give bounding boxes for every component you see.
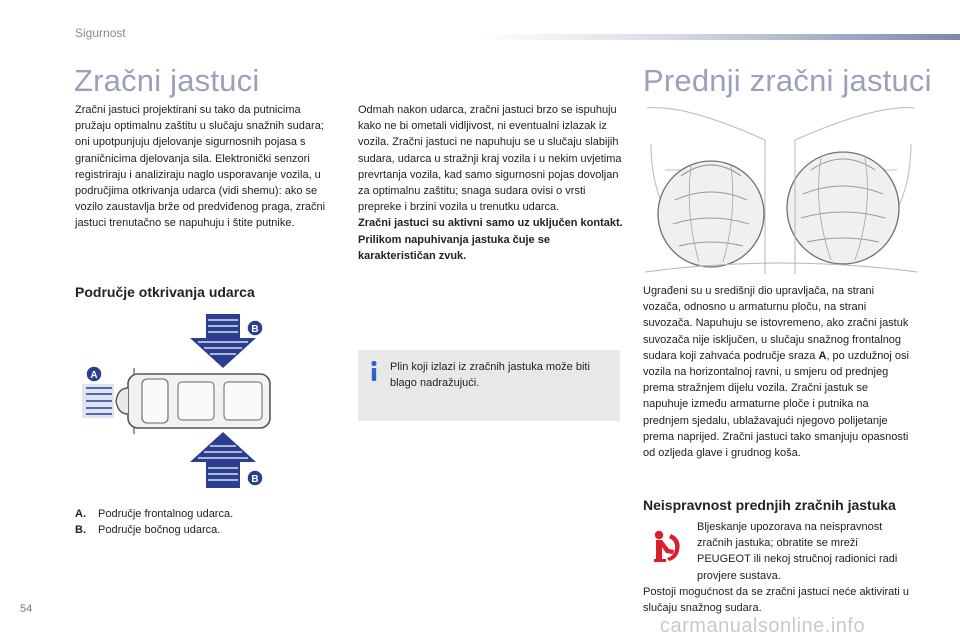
legend-key: B. — [75, 524, 86, 537]
legend-text: Područje frontalnog udarca. — [98, 508, 234, 520]
legend-item — [75, 506, 233, 522]
driver-airbag — [658, 161, 764, 267]
fault-heading: Neispravnost prednjih zračnih jastuka — [643, 497, 896, 513]
section-label: Sigurnost — [75, 26, 126, 40]
diagram-legend — [75, 506, 233, 538]
label-b-top: B — [251, 324, 259, 335]
middle-column-text — [358, 102, 623, 264]
zone-heading: Područje otkrivanja udarca — [75, 284, 255, 300]
fault-warning-text: Bljeskanje upozorava na neispravnost zračnih jastuka; obratite se mreži PEUGEOT ili nekoj stručnoj radionici radi provjere sustava. — [697, 521, 898, 582]
legend-item — [75, 522, 233, 538]
label-b-bottom: B — [251, 474, 259, 485]
zone-a-arrow — [82, 384, 114, 418]
header-rule — [480, 34, 960, 40]
label-a: A — [90, 370, 98, 381]
front-airbags-text-after: , po uzdužnoj osi vozila na horizontalnoj ravni, u smjeru od prednjeg prema stražnjem dijelu vozila. Zračni jastuk se napuhuje između armaturne ploče i putnika na prednjem sjedalu, ublažavajući njegovo polijetanje prema naprijed. Zračni jastuci tako smanjuju opasnosti od ozljeda glave i grudnog koša. — [643, 349, 909, 460]
label-b-bottom-badge — [247, 470, 263, 486]
info-icon — [367, 360, 381, 382]
front-airbags-paragraph — [643, 283, 911, 461]
car-top-view — [116, 368, 270, 434]
front-airbags-illustration — [645, 104, 917, 278]
label-b-top-badge — [247, 320, 263, 336]
zone-b-bottom-arrow — [190, 432, 259, 488]
front-airbags-zone-key: A — [818, 349, 827, 362]
section-title-front-airbags: Prednji zračni jastuci — [643, 63, 932, 98]
intro-paragraph: Zračni jastuci projektirani su tako da putnicima pružaju optimalnu zaštitu u slučaju snažnih sudara; oni upotpunjuju djelovanje sigurnosnih pojasa s graničnicima djelovanja sila. Elektronički senzori registriraju i analiziraju naglo usporavanje vozila, u područjima otkrivanja udarca (vidi shemu): ako se vozilo zaustavlja brže od predviđenog praga, zračni jastuci trenutačno se napuhuju i štite putnike. — [75, 104, 326, 230]
legend-key: A. — [75, 508, 86, 520]
zone-b-top-arrow — [190, 314, 259, 368]
airbag-warning-icon — [650, 529, 684, 563]
legend-text: Područje bočnog udarca. — [98, 524, 221, 537]
passenger-airbag — [787, 152, 899, 264]
fault-note-text: Postoji mogućnost da se zračni jastuci neće aktivirati u slučaju snažnog sudara. — [643, 586, 909, 615]
front-airbags-text-before: Ugrađeni su u središnji dio upravljača, na strani vozača, odnosno u armaturnu ploču, na strani suvozača. Napuhuju se istovremeno, ako zračni jastuk suvozača nije isključen, u slučaju snažnog frontalnog sudara koji zahvaća područje sraza — [643, 285, 909, 362]
page-title: Zračni jastuci — [74, 63, 260, 98]
impact-zone-diagram — [78, 310, 278, 492]
watermark: carmanualsonline.info — [660, 615, 866, 637]
label-a-badge — [86, 366, 102, 382]
info-text: Plin koji izlazi iz zračnih jastuka može biti blago nadražujući. — [390, 361, 590, 390]
page-number: 54 — [20, 603, 33, 615]
middle-paragraph: Odmah nakon udarca, zračni jastuci brzo se ispuhuju kako ne bi ometali vidljivost, ni eventualni izlazak iz vozila. Zračni jastuci ne napuhuju se u slučaju slabijih sudara, udarca u stražnji kraj vozila i u nekim uvjetima prevrtanja vozila, kad samo sigurnosni pojas dovoljan za optimalnu zaštitu; snaga sudara ovisi o vrsti prepreke i brzini vozila u trenutku udarca. — [358, 104, 622, 214]
middle-bold-note: Zračni jastuci su aktivni samo uz uključen kontakt. Prilikom napuhivanja jastuka čuje se karakterističan zvuk. — [358, 217, 623, 262]
